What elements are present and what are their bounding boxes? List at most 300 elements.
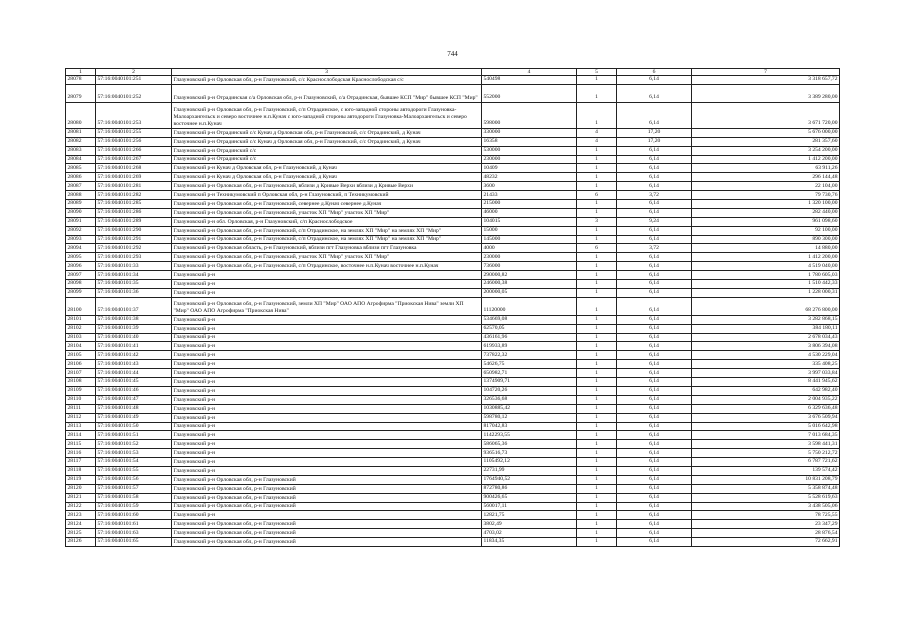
cadastral-value-cell: 3 282 868,15 bbox=[692, 315, 840, 324]
rate-cell: 6,14 bbox=[617, 520, 692, 529]
area-cell: 10409 bbox=[482, 164, 577, 173]
address-cell: Глазуновский р-н Орловская область, р-н Глазуновский, вблизи пгт Глазуновка вблизи пгт Глазуновка bbox=[172, 244, 482, 253]
cadastral-number-cell: 57:16:0040101:55 bbox=[96, 466, 172, 475]
cadastral-value-cell: 335 408,25 bbox=[692, 360, 840, 369]
address-cell: Глазуновский р-н Орловская обл, р-н Глазуновский, с/п Отрадинское, на землях ХП "Мир" на землях ХП "Мир" bbox=[172, 235, 482, 244]
rate-cell: 17,20 bbox=[617, 137, 692, 146]
address-cell: Глазуновский р-н Кунач д Орловская обл, р-н Глазуновский, д Кунач bbox=[172, 164, 482, 173]
cadastral-number-cell: 57:16:0040101:39 bbox=[96, 324, 172, 333]
category-cell: 4 bbox=[577, 128, 617, 137]
cadastral-number-cell: 57:16:0040101:63 bbox=[96, 529, 172, 538]
rate-cell: 6,14 bbox=[617, 369, 692, 378]
cadastral-number-cell: 57:16:0040101:58 bbox=[96, 493, 172, 502]
cadastral-value-cell: 5 358 874,48 bbox=[692, 484, 840, 493]
area-cell: 54626,75 bbox=[482, 360, 577, 369]
row-number-cell: 28082 bbox=[66, 137, 96, 146]
category-cell: 1 bbox=[577, 84, 617, 102]
cadastral-value-cell: 6 787 721,62 bbox=[692, 458, 840, 467]
area-cell: 534669,08 bbox=[482, 315, 577, 324]
rate-cell: 3,72 bbox=[617, 244, 692, 253]
row-number-cell: 28101 bbox=[66, 315, 96, 324]
cadastral-number-cell: 57:16:0040101:44 bbox=[96, 369, 172, 378]
column-header: 3 bbox=[172, 69, 482, 76]
rate-cell: 6,14 bbox=[617, 404, 692, 413]
row-number-cell: 28116 bbox=[66, 449, 96, 458]
category-cell: 1 bbox=[577, 395, 617, 404]
category-cell: 1 bbox=[577, 288, 617, 297]
rate-cell: 6,14 bbox=[617, 262, 692, 271]
address-cell: Глазуновский р-н bbox=[172, 288, 482, 297]
rate-cell: 6,14 bbox=[617, 511, 692, 520]
row-number-cell: 28084 bbox=[66, 155, 96, 164]
cadastral-number-cell: 57:16:0040101:45 bbox=[96, 378, 172, 387]
row-number-cell: 28090 bbox=[66, 208, 96, 217]
table-row bbox=[66, 280, 840, 289]
cadastral-number-cell: 57:16:0040101:65 bbox=[96, 538, 172, 547]
area-cell: 1764940,52 bbox=[482, 475, 577, 484]
rate-cell: 6,14 bbox=[617, 297, 692, 315]
rate-cell: 6,14 bbox=[617, 315, 692, 324]
address-cell: Глазуновский р-н bbox=[172, 324, 482, 333]
area-cell: 900426,65 bbox=[482, 493, 577, 502]
row-number-cell: 28078 bbox=[66, 76, 96, 85]
cadastral-value-cell: 92 100,00 bbox=[692, 226, 840, 235]
area-cell: 598000 bbox=[482, 102, 577, 128]
address-cell: Глазуновский р-н bbox=[172, 431, 482, 440]
cadastral-number-cell: 57:16:0040101:285 bbox=[96, 200, 172, 209]
rate-cell: 6,14 bbox=[617, 351, 692, 360]
area-cell: 936516,73 bbox=[482, 449, 577, 458]
area-cell: 48232 bbox=[482, 173, 577, 182]
area-cell: 230000 bbox=[482, 155, 577, 164]
cadastral-number-cell: 57:16:0040101:268 bbox=[96, 164, 172, 173]
cadastral-value-cell: 3 389 280,00 bbox=[692, 84, 840, 102]
row-number-cell: 28119 bbox=[66, 475, 96, 484]
address-cell: Глазуновский р-н обл. Орловская, р-н Глазуновский, с/п Краснослободское bbox=[172, 217, 482, 226]
row-number-cell: 28124 bbox=[66, 520, 96, 529]
cadastral-value-cell: 3 318 657,72 bbox=[692, 76, 840, 85]
cadastral-value-cell: 3 598 441,31 bbox=[692, 440, 840, 449]
rate-cell: 6,14 bbox=[617, 333, 692, 342]
cadastral-value-cell: 2 004 935,22 bbox=[692, 395, 840, 404]
cadastral-number-cell: 57:16:0040101:52 bbox=[96, 440, 172, 449]
category-cell: 1 bbox=[577, 475, 617, 484]
address-cell: Глазуновский р-н Орловская обл, р-н Глазуновский bbox=[172, 502, 482, 511]
category-cell: 1 bbox=[577, 538, 617, 547]
cadastral-value-cell: 5 676 000,00 bbox=[692, 128, 840, 137]
table-row bbox=[66, 244, 840, 253]
rate-cell: 3,72 bbox=[617, 191, 692, 200]
row-number-cell: 28100 bbox=[66, 297, 96, 315]
page-number: 744 bbox=[447, 50, 458, 58]
table-row bbox=[66, 466, 840, 475]
cadastral-number-cell: 57:16:0040101:256 bbox=[96, 137, 172, 146]
cadastral-value-cell: 1 510 442,33 bbox=[692, 280, 840, 289]
row-number-cell: 28123 bbox=[66, 511, 96, 520]
table-row bbox=[66, 449, 840, 458]
rate-cell: 6,14 bbox=[617, 173, 692, 182]
category-cell: 1 bbox=[577, 324, 617, 333]
cadastral-number-cell: 57:16:0040101:289 bbox=[96, 217, 172, 226]
area-cell: 22731,99 bbox=[482, 466, 577, 475]
table-row bbox=[66, 235, 840, 244]
area-cell: 4703,02 bbox=[482, 529, 577, 538]
cadastral-number-cell: 57:16:0040101:48 bbox=[96, 404, 172, 413]
category-cell: 1 bbox=[577, 76, 617, 85]
cadastral-value-cell: 72 662,91 bbox=[692, 538, 840, 547]
table-row bbox=[66, 253, 840, 262]
table-row bbox=[66, 208, 840, 217]
cadastral-number-cell: 57:16:0040101:282 bbox=[96, 191, 172, 200]
table-row bbox=[66, 297, 840, 315]
cadastral-number-cell: 57:16:0040101:292 bbox=[96, 244, 172, 253]
rate-cell: 6,14 bbox=[617, 208, 692, 217]
table-row bbox=[66, 395, 840, 404]
table-row bbox=[66, 191, 840, 200]
address-cell: Глазуновский р-н bbox=[172, 413, 482, 422]
address-cell: Глазуновский р-н bbox=[172, 378, 482, 387]
category-cell: 1 bbox=[577, 262, 617, 271]
row-number-cell: 28093 bbox=[66, 235, 96, 244]
area-cell: 560017,11 bbox=[482, 502, 577, 511]
cadastral-value-cell: 2 678 034,43 bbox=[692, 333, 840, 342]
cadastral-value-cell: 1 412 200,00 bbox=[692, 155, 840, 164]
area-cell: 230000 bbox=[482, 253, 577, 262]
category-cell: 1 bbox=[577, 182, 617, 191]
category-cell: 1 bbox=[577, 351, 617, 360]
table-row bbox=[66, 484, 840, 493]
address-cell: Глазуновский р-н bbox=[172, 315, 482, 324]
cadastral-number-cell: 57:16:0040101:47 bbox=[96, 395, 172, 404]
cadastral-value-cell: 28 876,54 bbox=[692, 529, 840, 538]
category-cell: 1 bbox=[577, 164, 617, 173]
category-cell: 1 bbox=[577, 440, 617, 449]
cadastral-number-cell: 57:16:0040101:281 bbox=[96, 182, 172, 191]
rate-cell: 6,14 bbox=[617, 253, 692, 262]
table-row bbox=[66, 475, 840, 484]
address-cell: Глазуновский р-н Техникумовский п Орловская обл, р-н Глазуновский, п Техникумовский bbox=[172, 191, 482, 200]
rate-cell: 6,14 bbox=[617, 164, 692, 173]
table-row bbox=[66, 288, 840, 297]
rate-cell: 6,14 bbox=[617, 449, 692, 458]
rate-cell: 6,14 bbox=[617, 529, 692, 538]
row-number-cell: 28083 bbox=[66, 146, 96, 155]
cadastral-value-cell: 10 831 208,79 bbox=[692, 475, 840, 484]
table-row bbox=[66, 155, 840, 164]
area-cell: 598780,12 bbox=[482, 413, 577, 422]
cadastral-number-cell: 57:16:0040101:269 bbox=[96, 173, 172, 182]
cadastral-number-cell: 57:16:0040101:253 bbox=[96, 102, 172, 128]
category-cell: 1 bbox=[577, 360, 617, 369]
area-cell: 12821,75 bbox=[482, 511, 577, 520]
category-cell: 1 bbox=[577, 413, 617, 422]
cadastral-value-cell: 63 911,26 bbox=[692, 164, 840, 173]
cadastral-number-cell: 57:16:0040101:266 bbox=[96, 146, 172, 155]
row-number-cell: 28111 bbox=[66, 404, 96, 413]
row-number-cell: 28097 bbox=[66, 271, 96, 280]
row-number-cell: 28103 bbox=[66, 333, 96, 342]
cadastral-value-cell: 3 806 394,08 bbox=[692, 342, 840, 351]
rate-cell: 6,14 bbox=[617, 413, 692, 422]
address-cell: Глазуновский р-н Отрадинский с/с bbox=[172, 146, 482, 155]
cadastral-number-cell: 57:16:0040101:53 bbox=[96, 449, 172, 458]
rate-cell: 6,14 bbox=[617, 200, 692, 209]
cadastral-number-cell: 57:16:0040101:43 bbox=[96, 360, 172, 369]
address-cell: Глазуновский р-н Орловская обл, р-н Глазуновский, с/п Отрадинское, с юго-западной стороны автодороги Глазуновка-Малоархангельск и северо восточнее н.п.Кунач с юго-западной стороны автодороги Глазуновка-Малоархангельск и северо восточнее н.п.Кунач bbox=[172, 102, 482, 128]
category-cell: 1 bbox=[577, 280, 617, 289]
cadastral-value-cell: 961 098,60 bbox=[692, 217, 840, 226]
row-number-cell: 28094 bbox=[66, 244, 96, 253]
area-cell: 540498 bbox=[482, 76, 577, 85]
table-row bbox=[66, 422, 840, 431]
table-row bbox=[66, 431, 840, 440]
table-row bbox=[66, 324, 840, 333]
cadastral-table bbox=[65, 68, 840, 547]
rate-cell: 6,14 bbox=[617, 324, 692, 333]
area-cell: 246000,38 bbox=[482, 280, 577, 289]
cadastral-value-cell: 3 438 505,06 bbox=[692, 502, 840, 511]
cadastral-number-cell: 57:16:0040101:61 bbox=[96, 520, 172, 529]
address-cell: Глазуновский р-н bbox=[172, 404, 482, 413]
address-cell: Глазуновский р-н Орловская обл, р-н Глазуновский, с/п Отрадинское, восточнее н.п.Кунач восточнее н.п.Кунач bbox=[172, 262, 482, 271]
row-number-cell: 28091 bbox=[66, 217, 96, 226]
cadastral-number-cell: 57:16:0040101:40 bbox=[96, 333, 172, 342]
address-cell: Глазуновский р-н Орловская обл, р-н Глазуновский bbox=[172, 484, 482, 493]
rate-cell: 6,14 bbox=[617, 76, 692, 85]
table-row bbox=[66, 315, 840, 324]
table-row bbox=[66, 102, 840, 128]
category-cell: 1 bbox=[577, 333, 617, 342]
cadastral-value-cell: 139 574,42 bbox=[692, 466, 840, 475]
category-cell: 1 bbox=[577, 493, 617, 502]
area-cell: 46000 bbox=[482, 208, 577, 217]
cadastral-value-cell: 5 750 212,72 bbox=[692, 449, 840, 458]
table-row bbox=[66, 369, 840, 378]
cadastral-number-cell: 57:16:0040101:56 bbox=[96, 475, 172, 484]
table-row bbox=[66, 413, 840, 422]
rate-cell: 6,14 bbox=[617, 226, 692, 235]
area-cell: 650982,71 bbox=[482, 369, 577, 378]
table-row bbox=[66, 84, 840, 102]
cadastral-table-container bbox=[65, 68, 839, 547]
cadastral-value-cell: 4 530 229,04 bbox=[692, 351, 840, 360]
category-cell: 1 bbox=[577, 484, 617, 493]
address-cell: Глазуновский р-н Отрадинский с/с bbox=[172, 155, 482, 164]
address-cell: Глазуновский р-н bbox=[172, 369, 482, 378]
category-cell: 1 bbox=[577, 511, 617, 520]
cadastral-value-cell: 8 441 945,62 bbox=[692, 378, 840, 387]
row-number-cell: 28096 bbox=[66, 262, 96, 271]
row-number-cell: 28105 bbox=[66, 351, 96, 360]
rate-cell: 6,14 bbox=[617, 422, 692, 431]
cadastral-number-cell: 57:16:0040101:290 bbox=[96, 226, 172, 235]
area-cell: 737822,32 bbox=[482, 351, 577, 360]
rate-cell: 6,14 bbox=[617, 484, 692, 493]
address-cell: Глазуновский р-н Орловская обл, р-н Глазуновский, с/с Краснослободская Краснослободская с/с bbox=[172, 76, 482, 85]
rate-cell: 9,24 bbox=[617, 217, 692, 226]
row-number-cell: 28099 bbox=[66, 288, 96, 297]
cadastral-value-cell: 5 016 642,98 bbox=[692, 422, 840, 431]
category-cell: 1 bbox=[577, 253, 617, 262]
row-number-cell: 28085 bbox=[66, 164, 96, 173]
address-cell: Глазуновский р-н bbox=[172, 360, 482, 369]
table-row bbox=[66, 360, 840, 369]
cadastral-number-cell: 57:16:0040101:252 bbox=[96, 84, 172, 102]
row-number-cell: 28114 bbox=[66, 431, 96, 440]
row-number-cell: 28120 bbox=[66, 484, 96, 493]
address-cell: Глазуновский р-н bbox=[172, 280, 482, 289]
row-number-cell: 28086 bbox=[66, 173, 96, 182]
address-cell: Глазуновский р-н Орловская обл, р-н Глазуновский, с/п Отрадинское, на землях ХП "Мир" на землях ХП "Мир" bbox=[172, 226, 482, 235]
address-cell: Глазуновский р-н bbox=[172, 422, 482, 431]
rate-cell: 6,14 bbox=[617, 431, 692, 440]
area-cell: 586065,36 bbox=[482, 440, 577, 449]
table-row bbox=[66, 217, 840, 226]
cadastral-number-cell: 57:16:0040101:291 bbox=[96, 235, 172, 244]
row-number-cell: 28112 bbox=[66, 413, 96, 422]
row-number-cell: 28113 bbox=[66, 422, 96, 431]
row-number-cell: 28087 bbox=[66, 182, 96, 191]
row-number-cell: 28104 bbox=[66, 342, 96, 351]
address-cell: Глазуновский р-н bbox=[172, 511, 482, 520]
row-number-cell: 28080 bbox=[66, 102, 96, 128]
area-cell: 16358 bbox=[482, 137, 577, 146]
rate-cell: 6,14 bbox=[617, 155, 692, 164]
table-row bbox=[66, 386, 840, 395]
cadastral-number-cell: 57:16:0040101:57 bbox=[96, 484, 172, 493]
table-row bbox=[66, 173, 840, 182]
address-cell: Глазуновский р-н Орловская обл, р-н Глазуновский, участок ХП "Мир" участок ХП "Мир" bbox=[172, 253, 482, 262]
table-row bbox=[66, 520, 840, 529]
address-cell: Глазуновский р-н bbox=[172, 351, 482, 360]
row-number-cell: 28117 bbox=[66, 458, 96, 467]
area-cell: 11120000 bbox=[482, 297, 577, 315]
category-cell: 1 bbox=[577, 235, 617, 244]
row-number-cell: 28118 bbox=[66, 466, 96, 475]
category-cell: 1 bbox=[577, 369, 617, 378]
table-row bbox=[66, 182, 840, 191]
row-number-cell: 28109 bbox=[66, 386, 96, 395]
table-row bbox=[66, 128, 840, 137]
row-number-cell: 28095 bbox=[66, 253, 96, 262]
area-cell: 215000 bbox=[482, 200, 577, 209]
category-cell: 1 bbox=[577, 404, 617, 413]
address-cell: Глазуновский р-н bbox=[172, 466, 482, 475]
rate-cell: 6,14 bbox=[617, 378, 692, 387]
table-row bbox=[66, 164, 840, 173]
table-row bbox=[66, 271, 840, 280]
table-row bbox=[66, 226, 840, 235]
row-number-cell: 28088 bbox=[66, 191, 96, 200]
category-cell: 1 bbox=[577, 315, 617, 324]
cadastral-value-cell: 68 276 800,00 bbox=[692, 297, 840, 315]
cadastral-value-cell: 1 412 200,00 bbox=[692, 253, 840, 262]
rate-cell: 6,14 bbox=[617, 502, 692, 511]
category-cell: 1 bbox=[577, 502, 617, 511]
cadastral-number-cell: 57:16:0040101:46 bbox=[96, 386, 172, 395]
address-cell: Глазуновский р-н Отрадинский с/с Кунач д Орловская обл, р-н Глазуновский, с/с Отрадинский, д Кунач bbox=[172, 128, 482, 137]
area-cell: 62570,05 bbox=[482, 324, 577, 333]
cadastral-number-cell: 57:16:0040101:33 bbox=[96, 262, 172, 271]
cadastral-value-cell: 14 880,00 bbox=[692, 244, 840, 253]
row-number-cell: 28110 bbox=[66, 395, 96, 404]
table-row bbox=[66, 529, 840, 538]
row-number-cell: 28102 bbox=[66, 324, 96, 333]
category-cell: 1 bbox=[577, 431, 617, 440]
cadastral-value-cell: 5 528 619,63 bbox=[692, 493, 840, 502]
address-cell: Глазуновский р-н Орловская обл, р-н Глазуновский bbox=[172, 520, 482, 529]
table-row bbox=[66, 493, 840, 502]
rate-cell: 6,14 bbox=[617, 102, 692, 128]
cadastral-value-cell: 642 982,40 bbox=[692, 386, 840, 395]
cadastral-value-cell: 1 228 000,31 bbox=[692, 288, 840, 297]
area-cell: 817042,83 bbox=[482, 422, 577, 431]
column-header: 6 bbox=[617, 69, 692, 76]
row-number-cell: 28125 bbox=[66, 529, 96, 538]
table-row bbox=[66, 342, 840, 351]
address-cell: Глазуновский р-н Орловская обл, р-н Глазуновский, севернее д.Кунач севернее д.Кунач bbox=[172, 200, 482, 209]
category-cell: 4 bbox=[577, 137, 617, 146]
row-number-cell: 28108 bbox=[66, 378, 96, 387]
cadastral-value-cell: 7 013 684,35 bbox=[692, 431, 840, 440]
area-cell: 11834,35 bbox=[482, 538, 577, 547]
area-cell: 872780,86 bbox=[482, 484, 577, 493]
area-cell: 3802,49 bbox=[482, 520, 577, 529]
address-cell: Глазуновский р-н bbox=[172, 458, 482, 467]
category-cell: 1 bbox=[577, 520, 617, 529]
column-header-row bbox=[66, 69, 840, 76]
address-cell: Глазуновский р-н Орловская обл, р-н Глазуновский bbox=[172, 493, 482, 502]
category-cell: 1 bbox=[577, 378, 617, 387]
table-row bbox=[66, 458, 840, 467]
table-row bbox=[66, 502, 840, 511]
row-number-cell: 28122 bbox=[66, 502, 96, 511]
table-row bbox=[66, 76, 840, 85]
area-cell: 530000 bbox=[482, 146, 577, 155]
rate-cell: 6,14 bbox=[617, 386, 692, 395]
table-row bbox=[66, 262, 840, 271]
cadastral-value-cell: 3 671 720,00 bbox=[692, 102, 840, 128]
rate-cell: 17,20 bbox=[617, 128, 692, 137]
cadastral-number-cell: 57:16:0040101:38 bbox=[96, 315, 172, 324]
table-row bbox=[66, 440, 840, 449]
area-cell: 3600 bbox=[482, 182, 577, 191]
cadastral-number-cell: 57:16:0040101:34 bbox=[96, 271, 172, 280]
rate-cell: 6,14 bbox=[617, 493, 692, 502]
category-cell: 1 bbox=[577, 200, 617, 209]
cadastral-number-cell: 57:16:0040101:286 bbox=[96, 208, 172, 217]
row-number-cell: 28106 bbox=[66, 360, 96, 369]
category-cell: 6 bbox=[577, 191, 617, 200]
cadastral-value-cell: 1 320 100,00 bbox=[692, 200, 840, 209]
address-cell: Глазуновский р-н bbox=[172, 395, 482, 404]
address-cell: Глазуновский р-н bbox=[172, 271, 482, 280]
rate-cell: 6,14 bbox=[617, 458, 692, 467]
rate-cell: 6,14 bbox=[617, 466, 692, 475]
cadastral-value-cell: 23 347,29 bbox=[692, 520, 840, 529]
row-number-cell: 28121 bbox=[66, 493, 96, 502]
column-header: 2 bbox=[96, 69, 172, 76]
address-cell: Глазуновский р-н Отрадинская с/а Орловская обл, р-н Глазуновский, с/а Отрадинская, бывшее КСП "Мир" бывшее КСП "Мир" bbox=[172, 84, 482, 102]
row-number-cell: 28079 bbox=[66, 84, 96, 102]
cadastral-number-cell: 57:16:0040101:51 bbox=[96, 431, 172, 440]
row-number-cell: 28092 bbox=[66, 226, 96, 235]
rate-cell: 6,14 bbox=[617, 440, 692, 449]
row-number-cell: 28081 bbox=[66, 128, 96, 137]
area-cell: 326536,68 bbox=[482, 395, 577, 404]
category-cell: 1 bbox=[577, 146, 617, 155]
table-row bbox=[66, 333, 840, 342]
